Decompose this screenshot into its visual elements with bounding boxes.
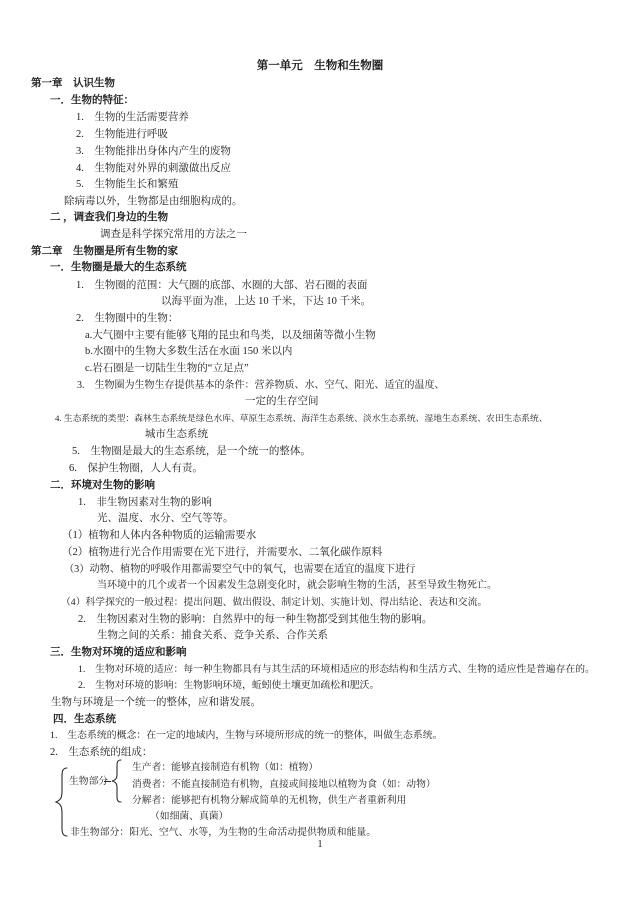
doc-line: （2）植物进行光合作用需要在光下进行，并需要水、二氧化碳作原料: [62, 547, 383, 558]
doc-line: 生物与环境是一个统一的整体，应和谐发展。: [51, 697, 261, 708]
doc-line: b.水圈中的生物大多数生活在水面 150 米以内: [85, 346, 293, 357]
doc-line: c.岩石圈是一切陆生生物的“立足点”: [85, 363, 249, 374]
diagram-producer-line: 生产者：能够直接制造有机物（如：植物）: [132, 762, 319, 773]
heading-section-2-1: 一．生物圈是最大的生态系统: [50, 262, 187, 273]
diagram-decomposer-line: 分解者：能够把有机物分解成简单的无机物，供生产者重新利用: [132, 795, 407, 806]
heading-section-1-1: 一．生物的特征：: [50, 95, 134, 106]
unit-title: 第一单元 生物和生物圈: [256, 60, 384, 72]
doc-line: 6. 保护生物圈，人人有责。: [69, 463, 203, 474]
doc-line: 4. 生态系统的类型：森林生态系统是绿色水库、草原生态系统、海洋生态系统、淡水生态系统、湿地生态系统、农田生态系统、: [55, 413, 548, 423]
large-brace: [54, 767, 68, 837]
doc-line: 1. 生物的生活需要营养: [76, 112, 189, 123]
doc-line: （3）动物、植物的呼吸作用都需要空气中的氧气，也需要在适宜的温度下进行: [64, 564, 416, 575]
doc-line: 3. 生物圈为生物生存提供基本的条件：营养物质、水、空气、阳光、适宜的温度、: [77, 380, 445, 391]
doc-line: （4）科学探究的一般过程：提出问题、做出假设、制定计划、实施计划、得出结论、表达和交流。: [61, 597, 488, 608]
diagram-consumer-line: 消费者：不能直接制造有机物，直接或间接地以植物为食（如：动物）: [132, 779, 436, 790]
doc-line: 一定的生存空间: [245, 396, 319, 407]
heading-section-1-2: 二 ，调查我们身边的生物: [50, 212, 169, 223]
doc-line: 2. 生物能进行呼吸: [76, 129, 168, 140]
heading-chapter-2: 第二章 生物圈是所有生物的家: [31, 246, 178, 257]
page-number: 1: [317, 839, 323, 850]
heading-section-2-4: 四．生态系统: [53, 714, 116, 725]
doc-line: 1. 生物对环境的适应：每一种生物都具有与其生活的环境相适应的形态结构和生活方式、生物的适应性是普遍存在的。: [78, 664, 595, 675]
doc-line: 光、温度、水分、空气等等。: [97, 513, 234, 524]
doc-line: （1）植物和人体内各种物质的运输需要水: [62, 530, 257, 541]
doc-line: 1. 生物圈的范围：大气圈的底部、水圈的大部、岩石圈的表面: [76, 280, 368, 291]
doc-line: 2. 生态系统的组成：: [50, 747, 153, 758]
diagram-biotic-part-label: 生物部分: [69, 776, 109, 787]
doc-line: 5. 生物能生长和繁殖: [76, 179, 179, 190]
doc-line: 城市生态系统: [145, 429, 208, 440]
diagram-abiotic-part-line: 非生物部分：阳光、空气、水等，为生物的生命活动提供物质和能量。: [70, 827, 377, 838]
doc-line: 调查是科学探究常用的方法之一: [100, 229, 247, 240]
heading-section-2-2: 二．环境对生物的影响: [50, 480, 155, 491]
doc-line: 4. 生物能对外界的刺激做出反应: [76, 163, 231, 174]
doc-line: 2. 生物对环境的影响：生物影响环境，蚯蚓使土壤更加疏松和肥沃。: [78, 680, 380, 691]
heading-chapter-1: 第一章 认识生物: [31, 78, 115, 89]
diagram-decomposer-note: （如细菌、真菌）: [150, 811, 229, 822]
doc-line: a.大气圈中主要有能够飞翔的昆虫和鸟类，以及细菌等微小生物: [85, 330, 376, 341]
doc-line: 5. 生物圈是最大的生态系统，是一个统一的整体。: [72, 446, 311, 457]
doc-line: 以海平面为准，上达 10 千米，下达 10 千米。: [161, 296, 371, 307]
doc-line: 当环境中的几个或者一个因素发生急剧变化时，就会影响生物的生活，甚至导致生物死亡。: [97, 580, 497, 591]
doc-line: 生物之间的关系：捕食关系、竞争关系、合作关系: [97, 630, 328, 641]
small-brace: [110, 759, 122, 803]
doc-line: 除病毒以外，生物都是由细胞构成的。: [64, 196, 243, 207]
doc-line: 1. 生态系统的概念：在一定的地域内，生物与环境所形成的统一的整体，叫做生态系统。: [50, 730, 443, 741]
heading-section-2-3: 三．生物对环境的适应和影响: [50, 647, 187, 658]
doc-line: 3. 生物能排出身体内产生的废物: [76, 146, 231, 157]
doc-line: 1. 非生物因素对生物的影响: [78, 497, 212, 508]
doc-line: 2. 生物因素对生物的影响：自然界中的每一种生物都受到其他生物的影响。: [78, 614, 433, 625]
doc-line: 2. 生物圈中的生物：: [76, 313, 179, 324]
